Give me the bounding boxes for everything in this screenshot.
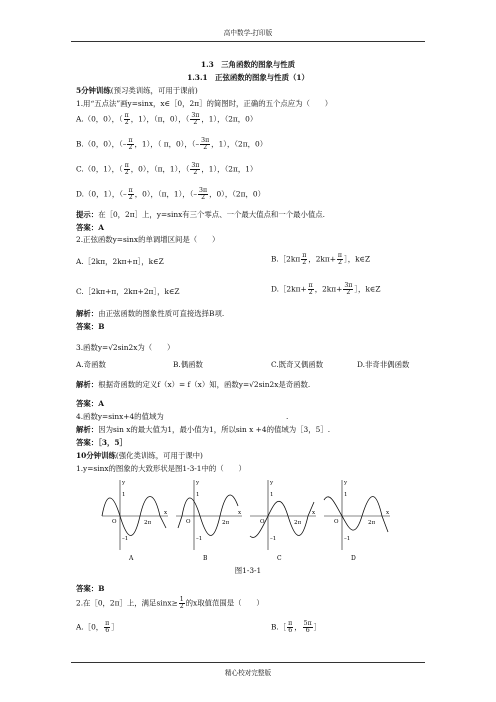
graph-d-curve — [324, 497, 388, 533]
training-5min-note: (预习类训练，可用于课前) — [110, 86, 198, 95]
figure-caption: 图1-3-1 — [234, 566, 262, 575]
q2-option-a: A.［2kπ，2kπ+π］，k∈Z — [76, 257, 164, 266]
q3-option-b: B.偶函数 — [173, 360, 203, 369]
graph-c-2pi: 2π — [294, 520, 302, 526]
graph-b-x: x — [238, 510, 242, 516]
graph-a — [102, 480, 168, 562]
graph-d-x: x — [386, 510, 390, 516]
graph-a-letter: A — [129, 555, 134, 562]
q1-option-c: C.（0，1），（ $\frac{\pi}{2}$ ，0），（π，1），（ $\frac{3\pi}{2}$ ，1），（2π，1） — [76, 162, 258, 177]
graph-d-neg-one: –1 — [344, 536, 351, 542]
q5-answer: 答案：B — [76, 584, 105, 593]
graph-a-2pi: 2π — [144, 520, 152, 526]
question-3: 3.函数y=√2sin2x为（ ） — [76, 343, 175, 352]
question-4: 4.函数y=sinx+4的值域为 — [76, 412, 164, 421]
q2-option-c: C.［2kπ+π，2kπ+2π］，k∈Z — [76, 287, 180, 296]
graph-d-origin: O — [334, 519, 339, 525]
q2-answer: 答案：B — [76, 322, 105, 331]
header-rule — [71, 41, 425, 42]
graph-c-neg-one: –1 — [270, 536, 277, 542]
graph-b-curve — [178, 495, 238, 535]
graph-b-one: 1 — [196, 492, 200, 498]
q3-answer: 答案：A — [76, 399, 104, 408]
graph-d-one: 1 — [344, 492, 348, 498]
question-6: 2.在［0，2π］上，满足sinx≥ $\frac{1}{2}$ 的x取值范围是（ ） — [76, 596, 264, 611]
graph-c-origin: O — [260, 519, 265, 525]
graph-d — [324, 480, 390, 562]
q2-option-d: D.［2kπ+ $\frac{\pi}{2}$ ，2kπ+ $\frac{3\pi}{2}$ ］，k∈Z — [271, 282, 381, 297]
q1-option-d: D.（0，1），（– $\frac{\pi}{2}$ ，0），（π，1），（– $\frac{3\pi}{2}$ ，0），（2π，0） — [76, 187, 265, 202]
q1-hint: 提示：在［0，2π］上，y=sinx有三个零点、一个最大值点和一个最小值点. — [76, 210, 326, 219]
graph-c-one: 1 — [270, 492, 274, 498]
q1-option-a: A.（0，0），（ $\frac{\pi}{2}$ ，1），（π，0），（ $\frac{3\pi}{2}$ ，1），（2π，0） — [76, 112, 258, 127]
graph-a-y: y — [122, 480, 126, 486]
q2-option-b: B.［2kπ $\frac{\pi}{2}$ ，2kπ+ $\frac{\pi}{2}$ ］，k∈Z — [271, 252, 371, 267]
q3-option-c: C.既奇又偶函数 — [271, 360, 324, 369]
q4-analysis: 解析：因为sin x的最大值为1，最小值为1，所以sin x +4的值域为［3，5］. — [76, 425, 331, 434]
graph-b-y: y — [196, 480, 200, 486]
graph-c-x: x — [312, 510, 316, 516]
graph-d-letter: D — [351, 555, 356, 562]
graph-b-origin: O — [186, 519, 191, 525]
question-4-blank-dot: . — [286, 412, 289, 421]
graph-b-neg-one: –1 — [196, 536, 203, 542]
graph-c-y: y — [270, 480, 274, 486]
q6-option-b: B.［ $\frac{\pi}{6}$ ， $\frac{5\pi}{6}$ ］ — [271, 620, 322, 635]
graph-c — [250, 480, 316, 562]
q2-analysis: 解析：由正弦函数的图象性质可直接选择B项. — [76, 309, 225, 318]
question-2: 2.正弦函数y=sinx的单调增区间是（ ） — [76, 235, 220, 244]
q4-answer: 答案：［3，5］ — [76, 438, 127, 447]
q1-answer: 答案：A — [76, 223, 104, 232]
q3-option-d: D.非奇非偶函数 — [357, 360, 410, 369]
question-5: 1.y=sinx的图象的大致形状是图1-3-1中的（ ） — [76, 464, 246, 473]
q3-analysis: 解析：根据奇函数的定义f（x）= f（x）知，函数y=√2sin2x是奇函数. — [76, 380, 311, 389]
training-10min-heading: 10分钟训练(强化类训练，可用于课中) — [76, 451, 203, 460]
page-header: 高中数学-打印版 — [223, 29, 273, 37]
training-5min-heading — [76, 86, 198, 95]
graph-c-letter: C — [277, 555, 282, 562]
question-1: 1.用“五点法”画y=sinx，x∈［0，2π］的简图时，正确的五个点应为（ ） — [76, 99, 333, 108]
subsection-title: 1.3.1 正弦函数的图象与性质（1） — [187, 73, 309, 82]
footer-rule — [71, 662, 425, 663]
section-title: 1.3 三角函数的图象与性质 — [200, 60, 296, 69]
graph-d-y: y — [344, 480, 348, 486]
graph-a-neg-one: –1 — [122, 536, 129, 542]
sine-graphs-figure — [100, 476, 395, 564]
graph-a-origin: O — [112, 519, 117, 525]
graph-a-one: 1 — [122, 492, 126, 498]
graph-d-2pi: 2π — [368, 520, 376, 526]
q1-option-b: B.（0，0），（– $\frac{\pi}{2}$ ，1），（ π，0），（– $\frac{3\pi}{2}$ ，1），（2π，0） — [76, 137, 268, 152]
training-5min-label: 5分钟训练 — [76, 86, 111, 95]
graph-b-2pi: 2π — [222, 520, 230, 526]
graph-b — [176, 480, 242, 562]
q3-option-a: A.奇函数 — [76, 360, 106, 369]
page-footer: 精心校对完整版 — [224, 669, 272, 677]
graph-b-letter: B — [203, 555, 208, 562]
graph-a-x: x — [164, 510, 168, 516]
q6-option-a: A.［0， $\frac{\pi}{6}$ ］ — [76, 620, 119, 635]
